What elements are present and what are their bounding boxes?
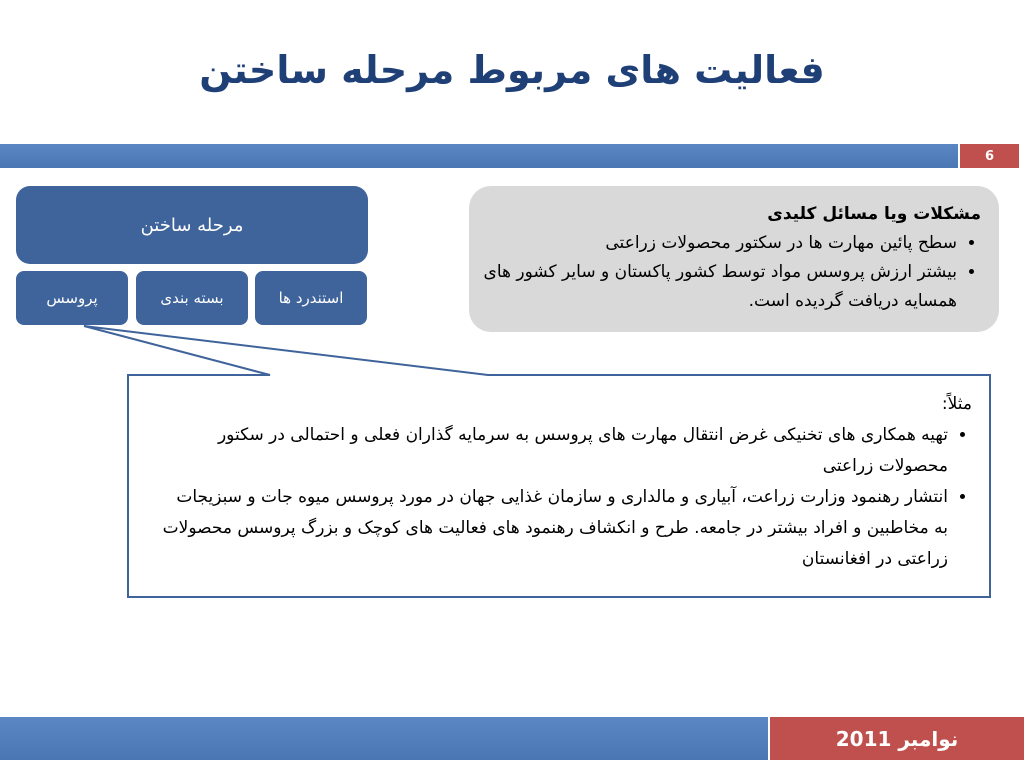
sub-box-label: بسته بندی	[160, 289, 224, 307]
example-item: • تهیه همکاری های تخنیکی غرض انتقال مهارت های پروسس به سرمایه گذاران فعلی و احتمالی در سکتور محصولات زراعتی	[158, 420, 948, 482]
slide-title: فعالیت های مربوط مرحله ساختن	[199, 48, 825, 92]
sub-box-label: پروسس	[46, 289, 98, 307]
key-issues-heading: مشکلات ویا مسائل کلیدی	[767, 204, 981, 224]
footer-date: نوامبر 2011	[770, 717, 1024, 760]
example-heading: مثلاً:	[941, 394, 972, 414]
example-item: • انتشار رهنمود وزارت زراعت، آبیاری و مالداری و سازمان غذایی جهان در مورد پروسس میوه جات و سبزیجات به مخاطبین و افراد بیشتر در جامعه. طرح و انکشاف رهنمود های فعالیت های کوچک و بزرگ پروسس محصولات زراعتی در افغانستان	[158, 482, 948, 575]
example-callout	[128, 375, 990, 597]
page-number: 6	[960, 144, 1019, 168]
footer-band	[0, 717, 768, 760]
sub-box-label: استندرد ها	[278, 289, 344, 307]
example-list	[158, 420, 972, 575]
key-issue-item: • بیشتر ارزش پروسس مواد توسط کشور پاکستان و سایر کشور های همسایه دریافت گردیده است.	[483, 258, 957, 316]
stage-label: مرحله ساختن	[140, 214, 244, 236]
key-issue-item: • سطح پائین مهارت ها در سکتور محصولات زراعتی	[483, 229, 957, 258]
